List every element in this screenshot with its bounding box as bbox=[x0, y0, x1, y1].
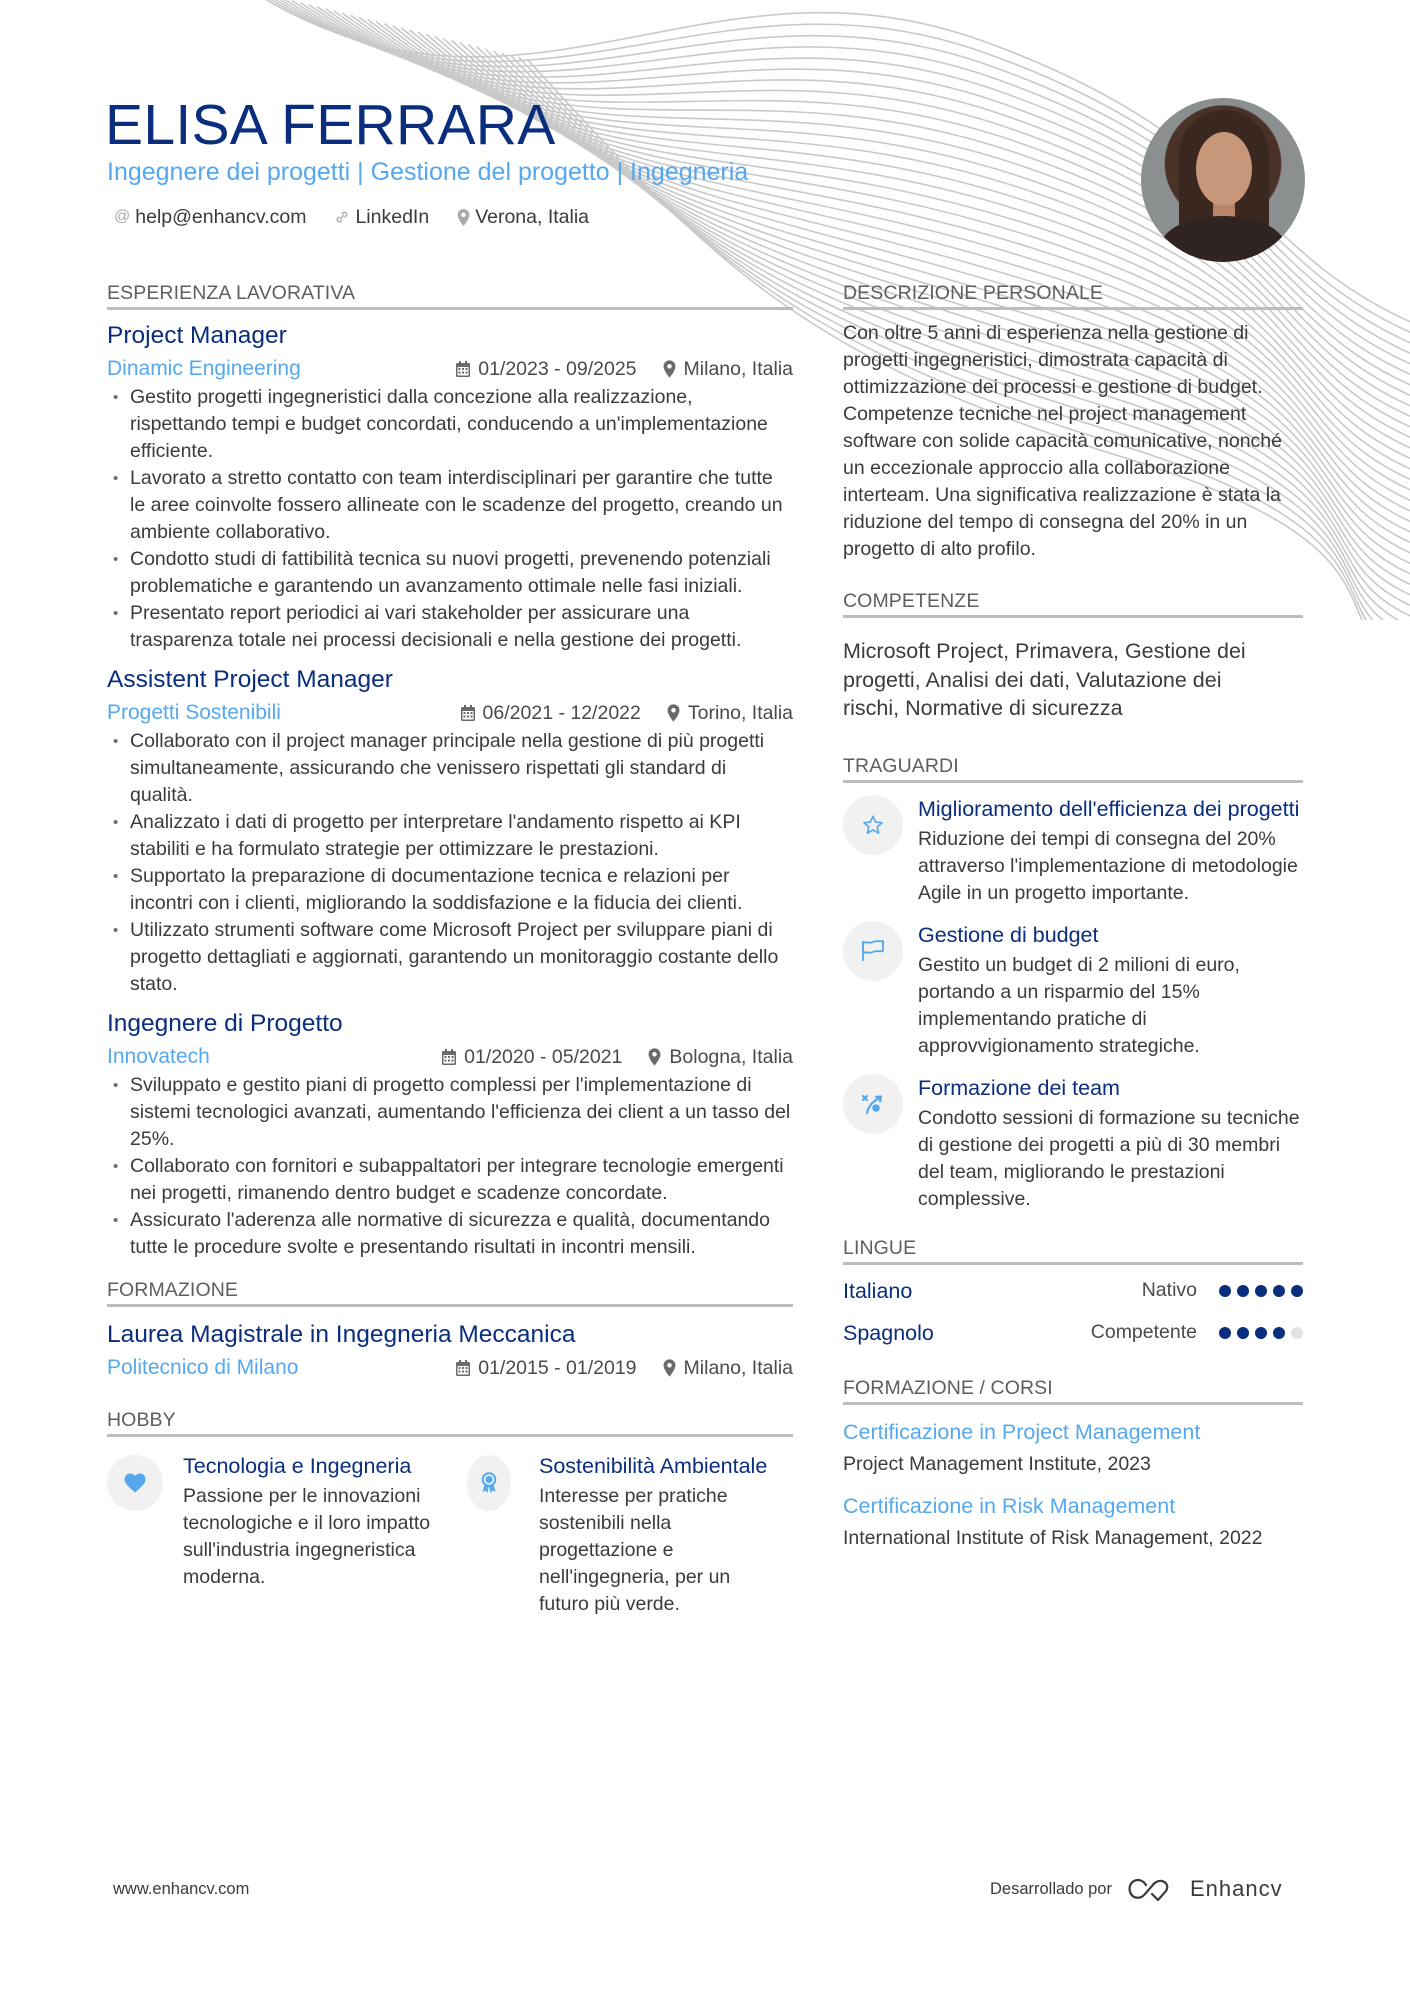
achievement-title: Gestione di budget bbox=[918, 922, 1099, 947]
job-entry bbox=[107, 1008, 793, 1261]
contact-location bbox=[457, 203, 589, 231]
rating-dot-empty bbox=[1291, 1327, 1303, 1339]
hobby-text bbox=[183, 1451, 433, 1618]
course-item bbox=[843, 1417, 1303, 1479]
achievement-desc: Condotto sessioni di formazione su tecniche di gestione dei progetti a più di 30 membri del team, migliorando le prestazioni complessive. bbox=[918, 1106, 1300, 1210]
rating-dot-filled bbox=[1273, 1327, 1285, 1339]
photo-face-shape bbox=[1196, 132, 1252, 206]
rating-dot-filled bbox=[1219, 1285, 1231, 1297]
hobby-item bbox=[107, 1451, 467, 1618]
location-pin-icon bbox=[663, 1359, 676, 1377]
job-entry bbox=[107, 320, 793, 654]
job-location-text: Torino, Italia bbox=[687, 702, 793, 724]
location-pin-icon bbox=[457, 209, 470, 226]
calendar-icon bbox=[456, 1360, 470, 1376]
section-title-experience: ESPERIENZA LAVORATIVA bbox=[107, 280, 793, 310]
job-dates-text: 01/2023 - 09/2025 bbox=[478, 358, 637, 380]
achievement-item bbox=[843, 1074, 1303, 1213]
enhancv-brand-name: Enhancv bbox=[1189, 1876, 1283, 1901]
job-bullet: • Presentato report periodici ai vari stakeholder per assicurare una trasparenza totale nei processi decisionali e nella gestione dei progetti. bbox=[107, 600, 793, 654]
calendar-icon bbox=[442, 1049, 456, 1065]
rating-dot-filled bbox=[1219, 1327, 1231, 1339]
rating-dot-filled bbox=[1255, 1327, 1267, 1339]
hobby-icon-badge bbox=[467, 1455, 511, 1511]
job-dates-text: 01/2020 - 05/2021 bbox=[464, 1046, 623, 1068]
achievement-desc: Riduzione dei tempi di consegna del 20% attraverso l'implementazione di metodologie Agile in un progetto importante. bbox=[918, 827, 1298, 904]
job-company: Dinamic Engineering bbox=[107, 357, 301, 380]
education-school: Politecnico di Milano bbox=[107, 1356, 299, 1379]
job-dates bbox=[456, 354, 636, 384]
job-bullet: • Analizzato i dati di progetto per interpretare l'andamento rispetto ai KPI stabiliti e ha formulato strategie per ottimizzare le prestazioni. bbox=[107, 809, 793, 863]
job-location bbox=[648, 1042, 793, 1072]
achievement-title: Formazione dei team bbox=[918, 1075, 1120, 1100]
course-title: Certificazione in Risk Management bbox=[843, 1493, 1176, 1518]
achievement-icon-badge bbox=[843, 1074, 903, 1134]
education-meta-row bbox=[107, 1353, 793, 1383]
course-title: Certificazione in Project Management bbox=[843, 1419, 1201, 1444]
job-location bbox=[663, 354, 793, 384]
contact-linkedin-label: LinkedIn bbox=[355, 206, 430, 228]
powered-by-label: Desarrollado por bbox=[990, 1879, 1112, 1898]
education-location bbox=[663, 1353, 793, 1383]
job-bullets bbox=[107, 728, 793, 998]
rating-dot-filled bbox=[1273, 1285, 1285, 1297]
job-role: Ingegnere di Progetto bbox=[107, 1010, 343, 1037]
job-location-text: Milano, Italia bbox=[683, 358, 793, 380]
location-pin-icon bbox=[648, 1048, 661, 1066]
hobby-title: Sostenibilità Ambientale bbox=[539, 1454, 768, 1478]
education-dates-text: 01/2015 - 01/2019 bbox=[478, 1357, 637, 1379]
achievement-item bbox=[843, 921, 1303, 1060]
language-level: Nativo bbox=[1141, 1279, 1197, 1301]
job-location bbox=[667, 698, 793, 728]
job-bullet: • Lavorato a stretto contatto con team interdisciplinari per garantire che tutte le aree coinvolte fossero allineate con le scadenze del progetto, creando un ambiente collaborativo. bbox=[107, 465, 793, 546]
skills-text: Microsoft Project, Primavera, Gestione dei progetti, Analisi dei dati, Valutazione dei rischi, Normative di sicurezza bbox=[843, 639, 1246, 720]
achievement-icon-badge bbox=[843, 921, 903, 981]
footer-website[interactable]: www.enhancv.com bbox=[113, 1880, 250, 1898]
flag-icon bbox=[861, 940, 885, 962]
language-name: Italiano bbox=[843, 1278, 913, 1303]
job-dates-text: 06/2021 - 12/2022 bbox=[482, 702, 641, 724]
job-bullet: • Collaborato con fornitori e subappaltatori per integrare tecnologie emergenti nei progetti, rimanendo dentro budget e scadenze concordate. bbox=[107, 1153, 793, 1207]
section-title-achievements: TRAGUARDI bbox=[843, 753, 1303, 783]
course-issuer: Project Management Institute, 2023 bbox=[843, 1452, 1151, 1475]
skills-section bbox=[843, 588, 1303, 723]
left-column bbox=[107, 280, 793, 1618]
summary-section bbox=[843, 280, 1303, 563]
course-item bbox=[843, 1491, 1303, 1553]
heart-icon bbox=[124, 1473, 146, 1493]
job-meta bbox=[456, 354, 793, 384]
calendar-icon bbox=[456, 361, 470, 377]
job-location-text: Bologna, Italia bbox=[669, 1046, 793, 1068]
education-section bbox=[107, 1277, 793, 1383]
languages-section bbox=[843, 1235, 1303, 1349]
hobby-text bbox=[539, 1451, 769, 1618]
job-bullet: • Assicurato l'aderenza alle normative di sicurezza e qualità, documentando tutte le procedure svolte e presentando risultati in incontri mensili. bbox=[107, 1207, 793, 1261]
experience-section bbox=[107, 280, 793, 1261]
job-bullet: • Sviluppato e gestito piani di progetto complessi per l'implementazione di sistemi tecnologici avanzati, aumentando l'efficienza dei client a un tasso del 25%. bbox=[107, 1072, 793, 1153]
section-title-hobby: HOBBY bbox=[107, 1407, 793, 1437]
language-level: Competente bbox=[1090, 1321, 1197, 1343]
hobby-icon-badge bbox=[107, 1455, 163, 1511]
achievement-desc: Gestito un budget di 2 milioni di euro, portando a un risparmio del 15% implementando pratiche di approvvigionamento strategiche. bbox=[918, 953, 1240, 1057]
job-meta-row bbox=[107, 1042, 793, 1072]
section-title-courses: FORMAZIONE / CORSI bbox=[843, 1375, 1303, 1405]
language-item bbox=[843, 1317, 1303, 1349]
hobby-list bbox=[107, 1451, 793, 1618]
education-degree: Laurea Magistrale in Ingegneria Meccanica bbox=[107, 1321, 576, 1348]
education-entry bbox=[107, 1319, 793, 1383]
contact-location-label: Verona, Italia bbox=[475, 206, 590, 228]
link-icon bbox=[334, 209, 350, 225]
section-title-languages: LINGUE bbox=[843, 1235, 1303, 1265]
job-dates bbox=[442, 1042, 622, 1072]
achievement-text bbox=[918, 921, 1303, 1060]
job-meta-row bbox=[107, 698, 793, 728]
language-name: Spagnolo bbox=[843, 1320, 934, 1345]
hobby-title: Tecnologia e Ingegneria bbox=[183, 1454, 412, 1478]
language-proficiency bbox=[1142, 1279, 1303, 1302]
right-column bbox=[843, 280, 1303, 1553]
job-entry bbox=[107, 664, 793, 998]
award-ribbon-icon bbox=[480, 1472, 498, 1494]
achievement-icon-badge bbox=[843, 795, 903, 855]
job-bullet: • Condotto studi di fattibilità tecnica su nuovi progetti, prevenendo potenziali problematiche e garantendo un avanzamento ottimale nelle fasi iniziali. bbox=[107, 546, 793, 600]
rating-dot-filled bbox=[1237, 1327, 1249, 1339]
rating-dot-filled bbox=[1255, 1285, 1267, 1297]
language-rating-dots bbox=[1219, 1285, 1303, 1297]
rating-dot-filled bbox=[1237, 1285, 1249, 1297]
hobby-item bbox=[467, 1451, 793, 1618]
strategy-icon bbox=[861, 1093, 885, 1115]
job-bullet: • Gestito progetti ingegneristici dalla concezione alla realizzazione, rispettando tempi e budget concordati, conducendo a un'implementazione efficiente. bbox=[107, 384, 793, 465]
job-bullets bbox=[107, 1072, 793, 1261]
summary-text: Con oltre 5 anni di esperienza nella gestione di progetti ingegneristici, dimostrata capacità di ottimizzazione dei processi e gestione di budget. Competenze tecniche nel project management software con solide capacità comunicative, nonché un eccezionale approccio alla collaborazione interteam. Una significativa realizzazione è stata la riduzione del tempo di consegna del 20% in un progetto di alto profilo. bbox=[843, 322, 1282, 560]
education-meta bbox=[456, 1353, 793, 1383]
section-title-skills: COMPETENZE bbox=[843, 588, 1303, 618]
achievement-text bbox=[918, 795, 1303, 907]
education-dates bbox=[456, 1353, 636, 1383]
job-bullet: • Supportato la preparazione di documentazione tecnica e relazioni per incontri con i clienti, migliorando la soddisfazione e la fiducia dei clienti. bbox=[107, 863, 793, 917]
job-meta bbox=[442, 1042, 793, 1072]
location-pin-icon bbox=[667, 704, 680, 722]
language-rating-dots bbox=[1219, 1327, 1303, 1339]
achievement-title: Miglioramento dell'efficienza dei progetti bbox=[918, 796, 1300, 821]
hobby-desc: Interesse per pratiche sostenibili nella progettazione e nell'ingegneria, per un futuro più verde. bbox=[539, 1485, 731, 1615]
section-title-summary: DESCRIZIONE PERSONALE bbox=[843, 280, 1303, 310]
language-item bbox=[843, 1275, 1303, 1307]
job-bullets bbox=[107, 384, 793, 654]
hobby-section bbox=[107, 1407, 793, 1618]
language-proficiency bbox=[1091, 1321, 1303, 1344]
candidate-headline: Ingegnere dei progetti | Gestione del progetto | Ingegneria bbox=[107, 158, 749, 186]
courses-section bbox=[843, 1375, 1303, 1553]
star-icon bbox=[862, 814, 884, 836]
candidate-name: ELISA FERRARA bbox=[105, 93, 556, 157]
job-company: Innovatech bbox=[107, 1045, 210, 1068]
job-meta-row bbox=[107, 354, 793, 384]
section-title-education: FORMAZIONE bbox=[107, 1277, 793, 1307]
course-issuer: International Institute of Risk Management, 2022 bbox=[843, 1526, 1263, 1549]
education-location-text: Milano, Italia bbox=[683, 1357, 793, 1379]
profile-photo bbox=[1141, 98, 1305, 262]
achievement-item bbox=[843, 795, 1303, 907]
achievements-section bbox=[843, 753, 1303, 1213]
footer-branding[interactable] bbox=[990, 1876, 1283, 1902]
job-bullet: • Collaborato con il project manager principale nella gestione di più progetti simultaneamente, assicurando che venissero rispettati gli standard di qualità. bbox=[107, 728, 793, 809]
location-pin-icon bbox=[663, 360, 676, 378]
job-company: Progetti Sostenibili bbox=[107, 701, 281, 724]
job-role: Assistent Project Manager bbox=[107, 666, 393, 693]
at-icon: @ bbox=[114, 208, 131, 225]
contact-bar bbox=[114, 203, 589, 231]
job-meta bbox=[461, 698, 793, 728]
hobby-desc: Passione per le innovazioni tecnologiche e il loro impatto sull'industria ingegneristica moderna. bbox=[183, 1485, 431, 1588]
contact-linkedin[interactable] bbox=[334, 203, 429, 231]
achievement-text bbox=[918, 1074, 1303, 1213]
rating-dot-filled bbox=[1291, 1285, 1303, 1297]
contact-email-label: help@enhancv.com bbox=[135, 206, 307, 228]
job-bullet: • Utilizzato strumenti software come Microsoft Project per sviluppare piani di progetto dettagliati e aggiornati, garantendo un monitoraggio costante dello stato. bbox=[107, 917, 793, 998]
job-role: Project Manager bbox=[107, 322, 287, 349]
enhancv-logo-icon bbox=[1126, 1877, 1172, 1901]
calendar-icon bbox=[461, 705, 475, 721]
job-dates bbox=[461, 698, 641, 728]
contact-email[interactable] bbox=[114, 203, 306, 231]
